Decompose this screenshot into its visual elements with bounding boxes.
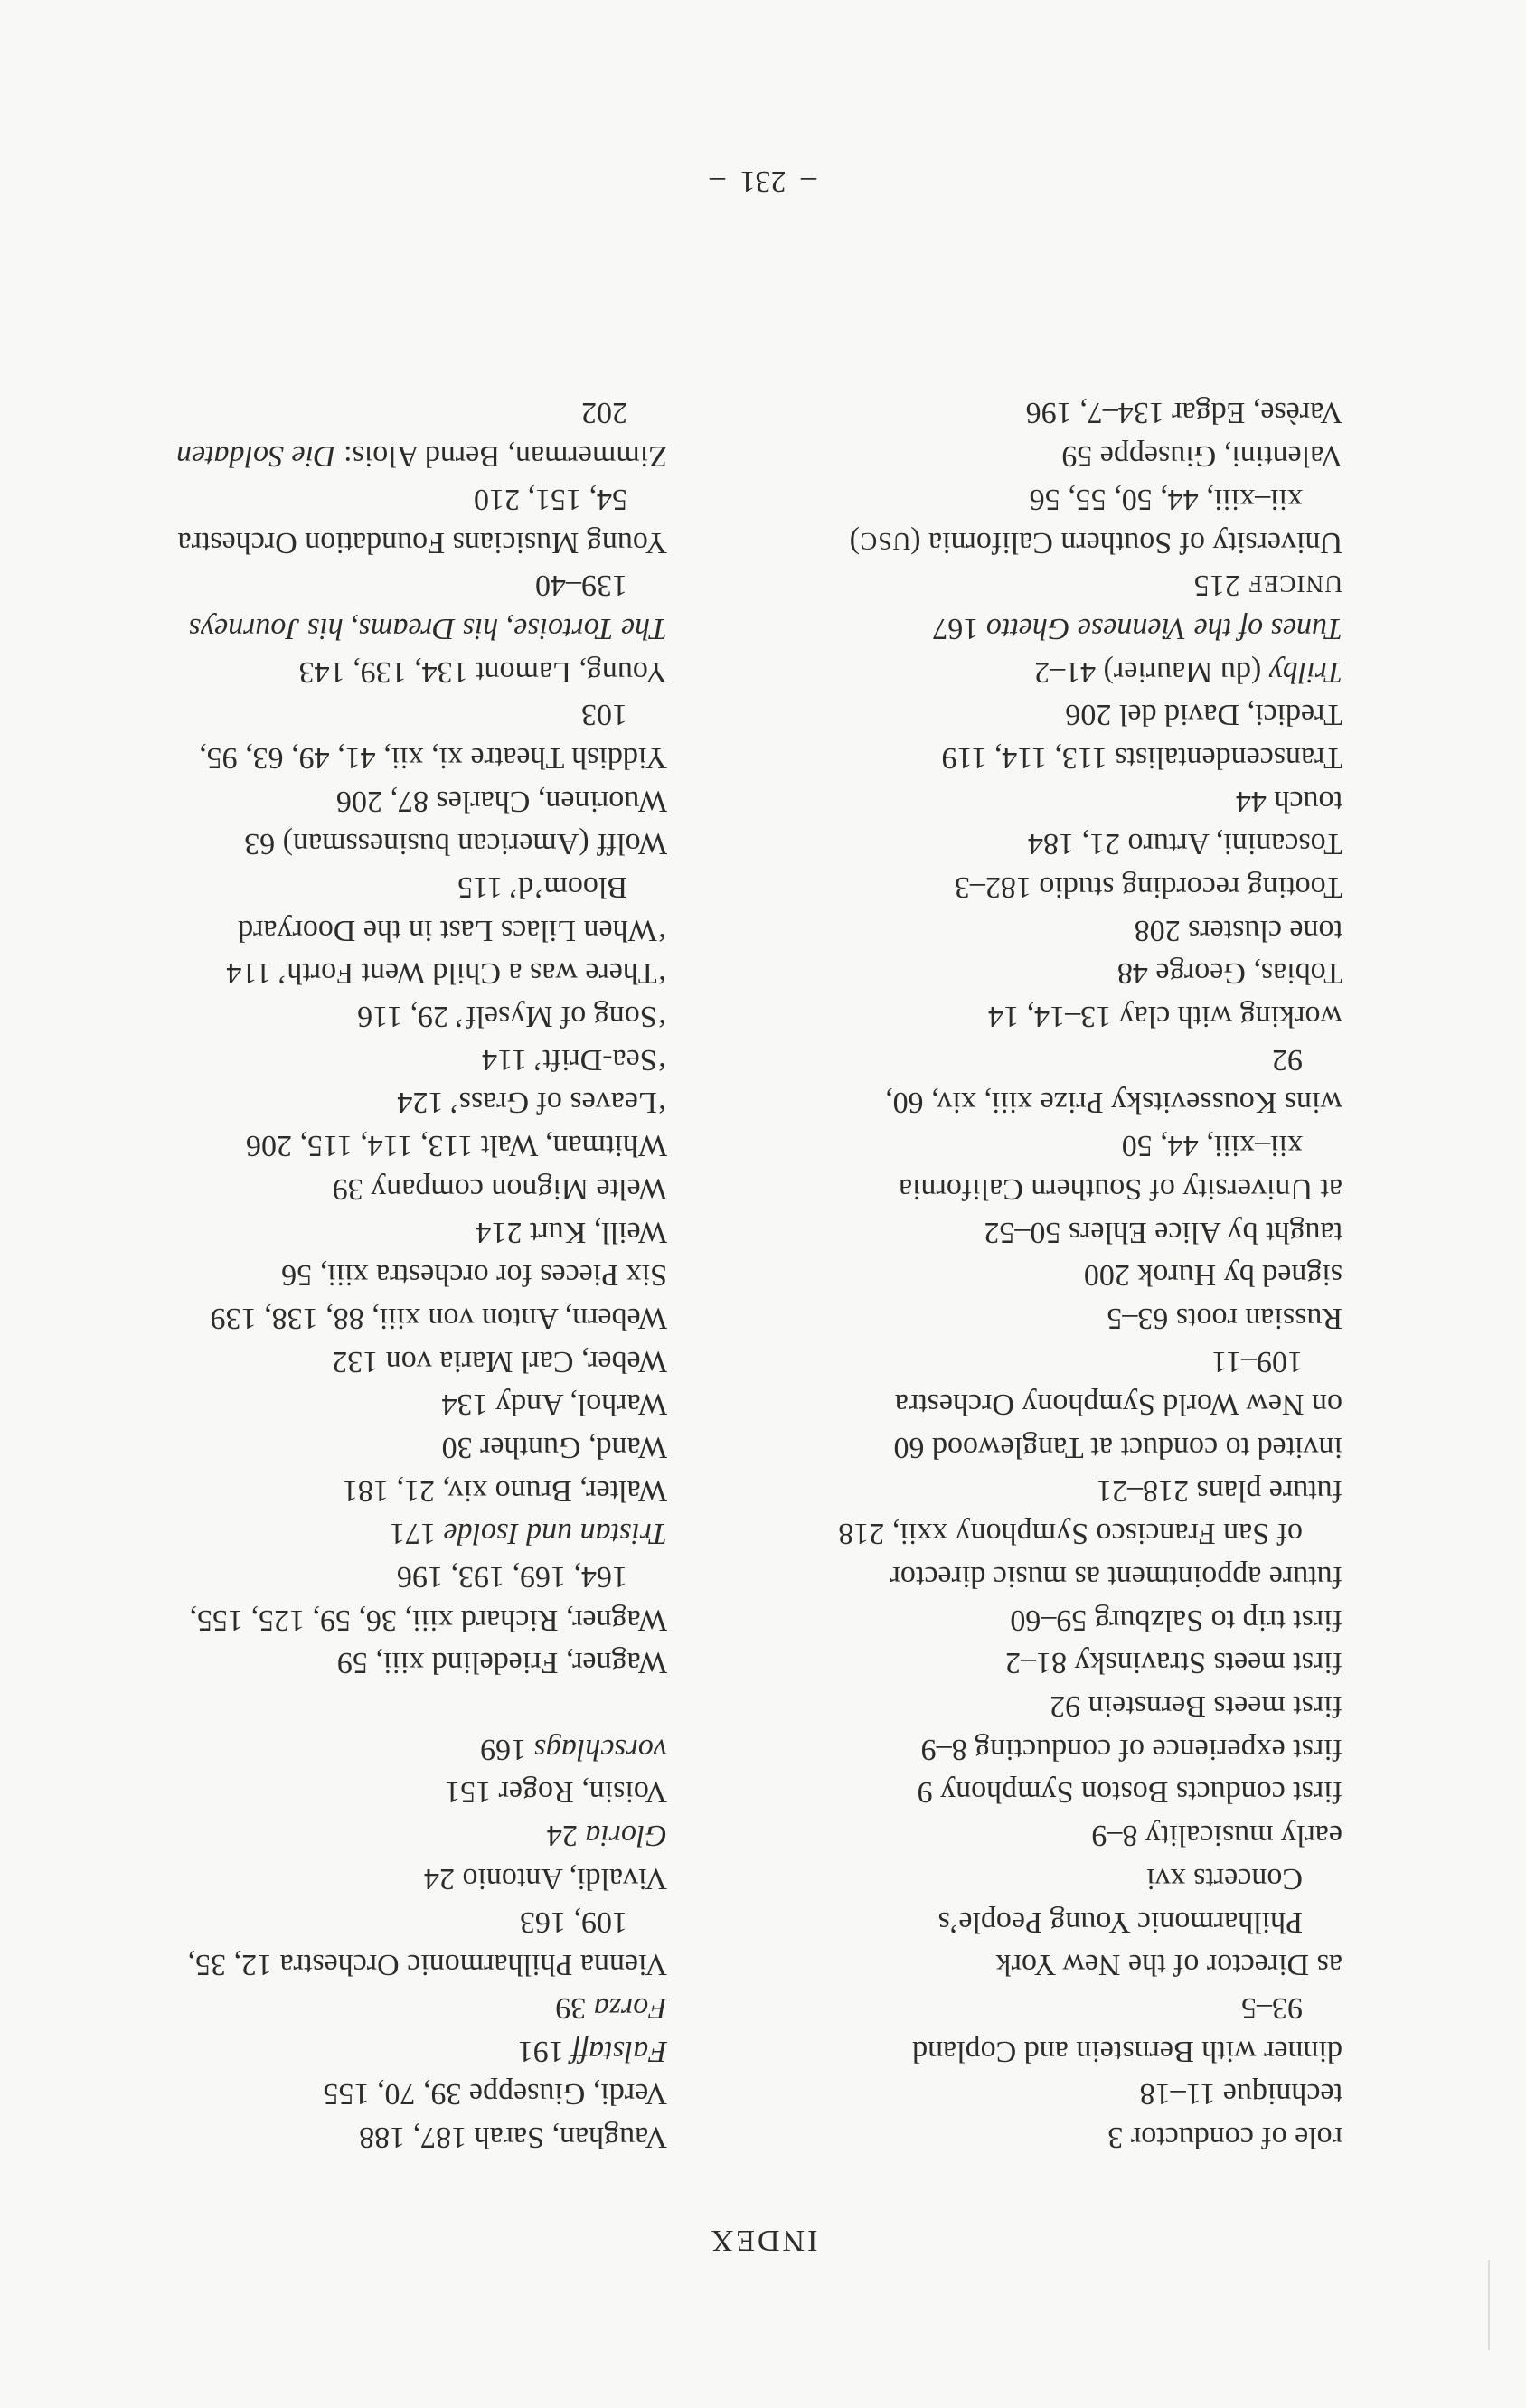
index-entry	[800, 1469, 1342, 1512]
index-entry	[800, 1814, 1342, 1858]
index-entry	[125, 1254, 667, 1297]
index-turnover-line	[800, 1857, 1342, 1900]
index-entry	[125, 736, 667, 779]
entry-text: taught by Alice Ehlers 50–52	[984, 1215, 1342, 1249]
entry-text: 54, 151, 210	[474, 482, 627, 516]
index-entry	[125, 435, 667, 478]
entry-text: 109, 163	[520, 1905, 627, 1939]
entry-text: at University of Southern California	[898, 1171, 1342, 1206]
entry-text: invited to conduct at Tanglewood 60	[893, 1431, 1342, 1464]
index-entry	[800, 994, 1342, 1038]
italic-title-text: Tristan und Isolde	[443, 1517, 667, 1551]
italic-title-text: Falstaff	[571, 2034, 667, 2068]
index-entry	[800, 391, 1342, 435]
italic-title-text: Die Soldaten	[176, 439, 336, 474]
index-entry	[800, 1727, 1342, 1771]
entry-text: ‘There was a Child Went Forth’ 114	[226, 956, 667, 991]
entry-text: role of conductor 3	[1107, 2121, 1342, 2154]
entry-text: 139–40	[535, 569, 627, 603]
index-entry	[125, 952, 667, 995]
index-entry	[800, 1943, 1342, 1987]
entry-text: technique 11–18	[1139, 2077, 1342, 2112]
index-entry	[800, 1425, 1342, 1469]
entry-text: working with clay 13–14, 14	[988, 1000, 1342, 1034]
index-entry	[125, 1167, 667, 1210]
index-entry	[800, 2073, 1342, 2116]
index-entry	[125, 1081, 667, 1124]
index-turnover-line	[800, 1512, 1342, 1556]
index-turnover-line	[125, 391, 667, 435]
italic-title-text: vorschlags	[533, 1732, 667, 1766]
entry-text: 103	[581, 698, 627, 732]
entry-text: ‘When Lilacs Last in the Dooryard	[238, 913, 667, 947]
index-entry	[125, 1296, 667, 1340]
entry-text: tone clusters 208	[1134, 913, 1342, 947]
entry-text: 215	[1193, 569, 1248, 603]
index-entry	[800, 1254, 1342, 1297]
index-entry	[800, 865, 1342, 908]
index-entry	[800, 564, 1342, 607]
entry-text: future plans 218–21	[1097, 1473, 1342, 1508]
index-turnover-line	[800, 1038, 1342, 1081]
entry-text: Bloom’d’ 115	[457, 870, 627, 905]
page-title: INDEX	[708, 2224, 818, 2257]
entry-text: 109–11	[1211, 1344, 1303, 1378]
entry-text: Wuorinen, Charles 87, 206	[336, 784, 667, 818]
entry-text: on New World Symphony Orchestra	[894, 1387, 1342, 1422]
entry-text: Verdi, Giuseppe 39, 70, 155	[323, 2077, 667, 2112]
entry-text: Tobias, George 48	[1116, 956, 1342, 991]
entry-text: Tooting recording studio 182–3	[954, 870, 1342, 905]
index-entry	[800, 1383, 1342, 1426]
index-entry	[125, 908, 667, 952]
entry-text: Webern, Anton von xiii, 88, 138, 139	[210, 1301, 667, 1335]
italic-title-text: Gloria	[585, 1819, 667, 1853]
entry-text: signed by Hurok 200	[1083, 1258, 1342, 1293]
entry-text: Russian roots 63–5	[1107, 1301, 1342, 1335]
index-entry	[125, 1469, 667, 1512]
index-entry	[800, 607, 1342, 650]
entry-text: 171	[390, 1517, 444, 1551]
entry-text: Varèse, Edgar 134–7, 196	[1025, 396, 1342, 430]
index-turnover-line	[800, 1340, 1342, 1383]
index-turnover-line	[125, 1900, 667, 1943]
entry-text: Transcendentalists 113, 114, 119	[941, 741, 1342, 775]
entry-text: 202	[581, 396, 627, 430]
italic-title-text: Forza	[593, 1990, 667, 2025]
entry-text: Zimmerman, Bernd Alois:	[335, 439, 667, 474]
index-entry	[800, 435, 1342, 478]
index-entry	[125, 1727, 667, 1771]
index-entry	[125, 1771, 667, 1814]
index-letter-group	[125, 391, 667, 1685]
index-letter-group	[800, 391, 1342, 2159]
index-entry	[125, 1210, 667, 1254]
scan-edge-mark	[1488, 2260, 1490, 2350]
entry-text: first meets Bernstein 92	[1050, 1689, 1342, 1724]
entry-text: Whitman, Walt 113, 114, 115, 206	[246, 1129, 667, 1163]
entry-text: 164, 169, 193, 196	[397, 1560, 627, 1594]
index-entry	[125, 823, 667, 866]
entry-text: early musicality 8–9	[1091, 1819, 1342, 1853]
index-entry	[125, 2115, 667, 2159]
small-caps-text: USC	[860, 527, 911, 555]
index-entry	[125, 1641, 667, 1685]
entry-text: first meets Stravinsky 81–2	[1004, 1646, 1342, 1680]
entry-text: Tredici, David del 206	[1065, 698, 1342, 732]
small-caps-text: UNICEF	[1248, 570, 1342, 598]
entry-text: Walter, Bruno xiv, 21, 181	[342, 1473, 667, 1508]
index-turnover-line	[125, 1555, 667, 1598]
index-entry	[125, 650, 667, 693]
index-entry	[125, 1124, 667, 1168]
entry-text: as Director of the New York	[995, 1948, 1342, 1982]
index-turnover-line	[125, 865, 667, 908]
index-entry	[800, 521, 1342, 564]
entry-text: 191	[517, 2034, 572, 2068]
entry-text: Wagner, Friedelind xiii, 59	[336, 1646, 667, 1680]
index-entry	[125, 1814, 667, 1858]
entry-text: dinner with Bernstein and Copland	[912, 2034, 1342, 2068]
index-letter-group	[125, 1727, 667, 2159]
index-entry	[800, 779, 1342, 823]
entry-text: Young, Lamont 134, 139, 143	[298, 654, 667, 689]
entry-text: first trip to Salzburg 59–60	[1010, 1603, 1342, 1637]
entry-text: Warhol, Andy 134	[441, 1387, 667, 1422]
entry-text: Voisin, Roger 151	[445, 1775, 667, 1810]
index-entry	[125, 1512, 667, 1556]
index-entry	[125, 1857, 667, 1900]
entry-text: Vivaldi, Antonio 24	[423, 1861, 667, 1895]
italic-title-text: Tunes of the Viennese Ghetto	[985, 611, 1342, 645]
entry-text: Toscanini, Arturo 21, 184	[1028, 827, 1342, 861]
entry-text: Young Musicians Foundation Orchestra	[177, 525, 667, 560]
index-entry	[800, 1081, 1342, 1124]
entry-text: (du Maurier) 41–2	[1034, 654, 1269, 689]
index-entry	[125, 607, 667, 650]
index-entry	[125, 521, 667, 564]
index-entry	[800, 1771, 1342, 1814]
entry-text: 167	[932, 611, 986, 645]
entry-text: Vienna Philharmonic Orchestra 12, 35,	[187, 1948, 667, 1982]
index-entry	[800, 736, 1342, 779]
index-entry	[125, 1340, 667, 1383]
entry-text: 169	[480, 1732, 534, 1766]
index-entry	[800, 1210, 1342, 1254]
entry-text: Six Pieces for orchestra xiii, 56	[281, 1258, 667, 1293]
index-turnover-line	[125, 564, 667, 607]
entry-text: Concerts xvi	[1146, 1861, 1303, 1895]
index-entry	[125, 994, 667, 1038]
entry-text: Weill, Kurt 214	[476, 1215, 667, 1249]
entry-text: first experience of conducting 8–9	[920, 1732, 1342, 1766]
italic-title-text: Trilby	[1268, 654, 1342, 689]
entry-text: 92	[1272, 1042, 1303, 1077]
entry-text: wins Koussevitsky Prize xiii, xiv, 60,	[885, 1086, 1342, 1120]
index-entry	[125, 2073, 667, 2116]
entry-text: future appointment as music director	[890, 1560, 1342, 1594]
entry-text: xii–xiii, 44, 50	[1121, 1129, 1303, 1163]
entry-text: Philharmonic Young People’s	[937, 1905, 1303, 1939]
index-turnover-line	[125, 477, 667, 521]
entry-text: Wagner, Richard xiii, 36, 59, 125, 155,	[189, 1603, 667, 1637]
index-turnover-line	[800, 1900, 1342, 1943]
index-entry	[800, 952, 1342, 995]
entry-text: 39	[555, 1990, 594, 2025]
index-entry	[800, 1296, 1342, 1340]
index-entry	[800, 2115, 1342, 2159]
entry-text: )	[849, 525, 861, 560]
index-entry	[800, 1598, 1342, 1641]
index-turnover-line	[800, 1124, 1342, 1168]
index-entry	[800, 823, 1342, 866]
entry-text: Vaughan, Sarah 187, 188	[359, 2121, 667, 2154]
index-entry	[125, 1943, 667, 1987]
entry-text: first conducts Boston Symphony 9	[917, 1775, 1342, 1810]
index-entry	[800, 1555, 1342, 1598]
entry-text: touch 44	[1235, 784, 1342, 818]
index-entry	[125, 1986, 667, 2029]
italic-title-text: The Tortoise, his Dreams, his Journeys	[188, 611, 667, 645]
index-column-left	[800, 391, 1342, 2159]
index-entry	[125, 1598, 667, 1641]
index-entry	[800, 1684, 1342, 1727]
index-entry	[125, 779, 667, 823]
entry-text: ‘Sea-Drift’ 114	[482, 1042, 667, 1077]
entry-text: ‘Song of Myself’ 29, 116	[357, 1000, 667, 1034]
index-turnover-line	[125, 693, 667, 737]
index-entry	[125, 1038, 667, 1081]
entry-text: Welte Mignon company 39	[332, 1171, 667, 1206]
entry-text: Wand, Gunther 30	[441, 1431, 667, 1464]
entry-text: 93–5	[1241, 1990, 1303, 2025]
index-entry	[125, 1425, 667, 1469]
page-number: – 231 –	[710, 165, 816, 198]
entry-text: Weber, Carl Maria von 132	[332, 1344, 667, 1378]
index-turnover-line	[800, 477, 1342, 521]
entry-text: Wolff (American businessman) 63	[244, 827, 667, 861]
entry-text: of San Francisco Symphony xxii, 218	[838, 1517, 1303, 1551]
entry-text: ‘Leaves of Grass’ 124	[397, 1086, 667, 1120]
index-entry	[800, 1167, 1342, 1210]
entry-text: xii–xiii, 44, 50, 55, 56	[1029, 482, 1303, 516]
entry-text: Yiddish Theatre xi, xii, 41, 49, 63, 95,	[199, 741, 667, 775]
index-entry	[800, 693, 1342, 737]
index-entry	[800, 650, 1342, 693]
index-entry	[800, 908, 1342, 952]
index-entry	[800, 1641, 1342, 1685]
index-entry	[125, 2029, 667, 2073]
entry-text: University of Southern California (	[910, 525, 1342, 560]
index-column-right	[125, 391, 667, 2159]
entry-text: 24	[546, 1819, 586, 1853]
index-entry	[125, 1383, 667, 1426]
entry-text: Valentini, Giuseppe 59	[1061, 439, 1342, 474]
index-entry	[800, 2029, 1342, 2073]
index-turnover-line	[800, 1986, 1342, 2029]
